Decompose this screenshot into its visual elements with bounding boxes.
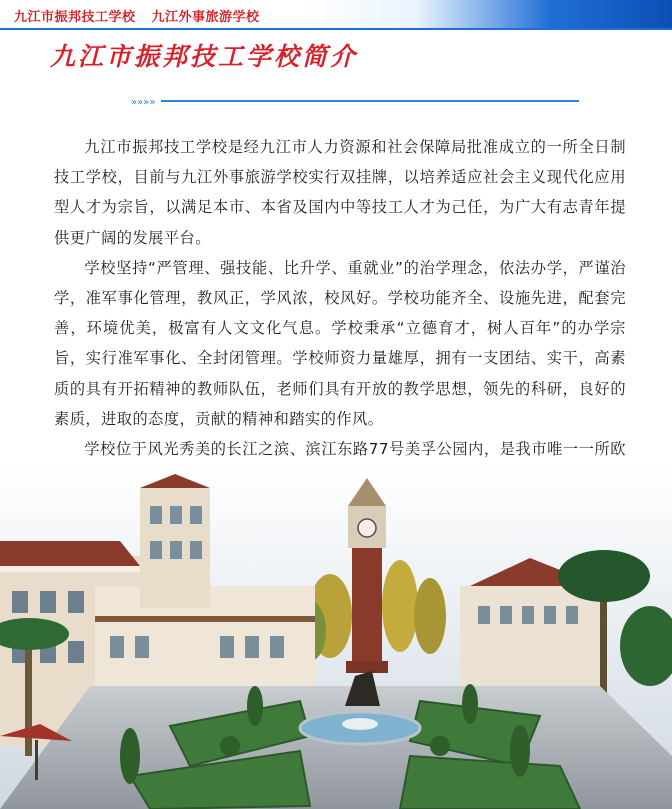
title-rule-arrows: »»»» <box>131 97 156 108</box>
paragraph-intro: 九江市振邦技工学校是经九江市人力资源和社会保障局批准成立的一所全日制技工学校，目前与九江外事旅游学校实行双挂牌，以培养适应社会主义现代化应用型人才为宗旨，以满足本市、本省及国内中等技工人才为己任，为广大有志青年提供更广阔的发展平台。 <box>54 138 626 247</box>
header-school-names <box>14 6 260 25</box>
campus-illustration <box>0 466 672 809</box>
header-school-name: 九江市振邦技工学校 <box>14 10 136 25</box>
title-rule <box>131 96 581 108</box>
header-divider <box>0 28 672 30</box>
header-bar <box>0 0 672 30</box>
clock-tower <box>346 478 388 673</box>
paragraph-location: 学校位于风光秀美的长江之滨、滨江东路77号美孚公园内，是我市唯一一所欧 <box>84 440 626 459</box>
page-title: 九江市振邦技工学校简介 <box>50 42 359 71</box>
header-partner-school: 九江外事旅游学校 <box>151 10 260 25</box>
paragraph-philosophy: 学校坚持“严管理、强技能、比升学、重就业”的治学理念，依法办学，严谨治学，准军事化管理，教风正，学风浓，校风好。学校功能齐全、设施先进，配套完善，环境优美，极富有人文文化气息。学校秉承“立德育才，树人百年”的办学宗旨，实行准军事化、全封闭管理。学校师资力量雄厚，拥有一支团结、实干，高素质的具有开拓精神的教师队伍，老师们具有开放的教学思想，领先的科研，良好的素质，进取的态度，贡献的精神和踏实的作风。 <box>54 258 626 428</box>
article-body <box>54 132 626 494</box>
